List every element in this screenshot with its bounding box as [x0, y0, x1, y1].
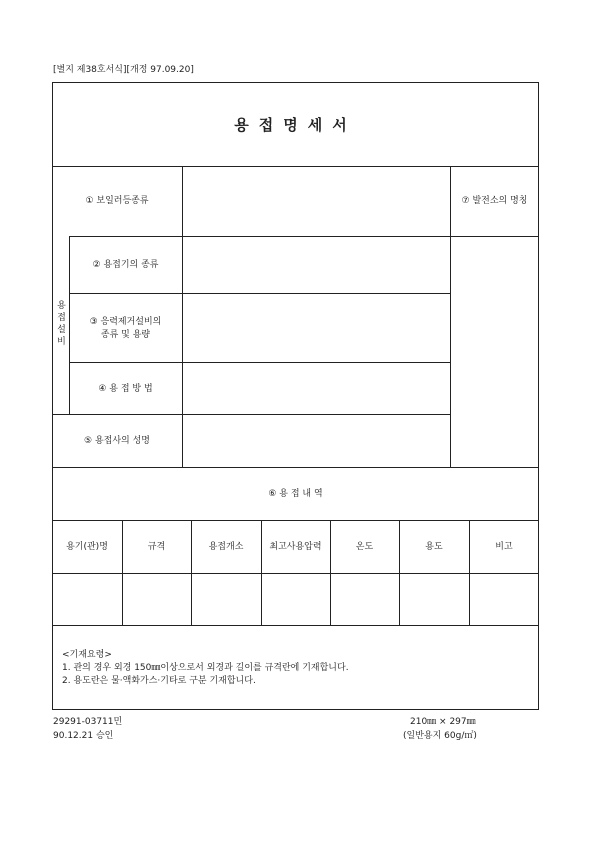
note-item-1: 1. 관의 경우 외경 150㎜이상으로서 외경과 길이를 규격란에 기재합니다. — [62, 663, 349, 673]
col-header-temperature: 온도 — [355, 542, 374, 552]
cell-vessel-name[interactable] — [53, 574, 121, 624]
welder-type-field[interactable] — [183, 237, 449, 292]
stress-relief-label-line2: 종류 및 용량 — [100, 330, 151, 340]
cell-remarks[interactable] — [470, 574, 538, 624]
cell-weld-count[interactable] — [192, 574, 260, 624]
power-plant-label: ⑦ 발전소의 명칭 — [461, 196, 528, 206]
cell-spec[interactable] — [123, 574, 190, 624]
form-code: 29291-03711민 — [53, 717, 123, 727]
note-item-2: 2. 용도란은 물·액화가스·기타로 구분 기재합니다. — [62, 676, 256, 686]
cell-temperature[interactable] — [331, 574, 398, 624]
welding-equipment-group-label: 용접설비 — [55, 300, 65, 348]
weld-method-label: ④ 용 접 방 법 — [98, 384, 153, 394]
boiler-type-label: ① 보일러등종류 — [85, 196, 149, 206]
paper-size: 210㎜ × 297㎜ — [410, 717, 476, 727]
cell-usage[interactable] — [400, 574, 468, 624]
boiler-type-field[interactable] — [183, 167, 449, 235]
welder-name-field[interactable] — [183, 415, 449, 466]
page-title: 용접명세서 — [234, 116, 357, 134]
welder-name-label: ⑤ 용접사의 성명 — [84, 436, 150, 446]
weld-method-field[interactable] — [183, 363, 449, 413]
weld-details-heading: ⑥ 용 접 내 역 — [268, 489, 323, 499]
stress-relief-field[interactable] — [183, 294, 449, 361]
col-header-weld-count: 용접개소 — [208, 542, 244, 552]
col-header-spec: 규격 — [147, 542, 166, 552]
col-header-usage: 용도 — [425, 542, 443, 552]
approval-date: 90.12.21 승인 — [53, 731, 114, 741]
col-header-vessel-name: 용기(관)명 — [66, 542, 108, 552]
welder-type-label: ② 용접기의 종류 — [92, 260, 159, 270]
col-header-remarks: 비고 — [495, 542, 513, 552]
stress-relief-label-line1: ③ 응력제거설비의 — [89, 317, 162, 327]
col-header-max-pressure: 최고사용압력 — [269, 542, 322, 552]
power-plant-field[interactable] — [451, 237, 538, 466]
paper-weight: (일반용지 60g/㎡) — [403, 731, 477, 741]
form-number: [별지 제38호서식][개정 97.09.20] — [53, 65, 194, 75]
cell-max-pressure[interactable] — [262, 574, 329, 624]
notes-heading: <기재요령> — [62, 650, 112, 660]
